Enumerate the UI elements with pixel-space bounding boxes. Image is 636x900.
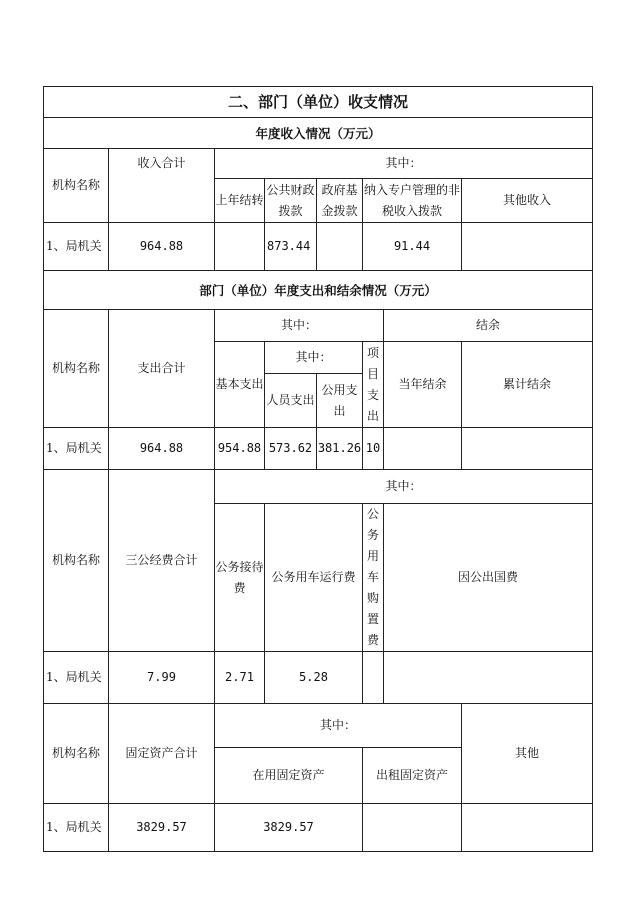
assets-row-in-use: 3829.57 <box>215 804 363 852</box>
assets-col-leased: 出租固定资产 <box>363 748 462 804</box>
expense-row-current <box>384 428 462 470</box>
three-public-col-vehicle-buy: 公务用车购置费 <box>363 504 384 652</box>
income-row-nontax: 91.44 <box>363 223 462 271</box>
assets-header-row-1 <box>44 704 593 748</box>
three-public-row-total: 7.99 <box>109 652 215 704</box>
income-col-total: 收入合计 <box>109 149 215 223</box>
expense-data-row <box>44 428 593 470</box>
assets-col-other: 其他 <box>462 704 593 804</box>
expense-header-row-1 <box>44 310 593 342</box>
income-row-org: 1、局机关 <box>44 223 109 271</box>
assets-col-of-which: 其中： <box>215 704 462 748</box>
assets-col-org: 机构名称 <box>44 704 109 804</box>
income-row-fiscal: 873.44 <box>265 223 317 271</box>
income-header-row-1 <box>44 149 593 179</box>
expense-row-total: 964.88 <box>109 428 215 470</box>
expense-row-public: 381.26 <box>317 428 363 470</box>
income-col-nontax: 纳入专户管理的非税收入拨款 <box>363 179 462 223</box>
expense-col-personnel: 人员支出 <box>265 374 317 428</box>
page-title: 二、部门（单位）收支情况 <box>44 87 593 118</box>
income-col-org: 机构名称 <box>44 149 109 223</box>
income-heading: 年度收入情况（万元） <box>44 118 593 149</box>
expense-heading: 部门（单位）年度支出和结余情况（万元） <box>44 271 593 310</box>
expense-col-balance: 结余 <box>384 310 593 342</box>
title-row <box>44 87 593 118</box>
three-public-row-vehicle-run: 5.28 <box>265 652 363 704</box>
report-page <box>43 86 592 852</box>
assets-row-other <box>462 804 593 852</box>
assets-col-in-use: 在用固定资产 <box>215 748 363 804</box>
three-public-col-of-which: 其中： <box>215 470 593 504</box>
income-col-fund: 政府基金拨款 <box>317 179 363 223</box>
income-expense-table <box>43 86 593 852</box>
expense-row-org: 1、局机关 <box>44 428 109 470</box>
income-data-row <box>44 223 593 271</box>
expense-row-cumulative <box>462 428 593 470</box>
expense-col-of-which2: 其中： <box>265 342 363 374</box>
three-public-row-org: 1、局机关 <box>44 652 109 704</box>
income-col-carryover: 上年结转 <box>215 179 265 223</box>
expense-col-of-which: 其中： <box>215 310 384 342</box>
expense-heading-row <box>44 271 593 310</box>
expense-row-personnel: 573.62 <box>265 428 317 470</box>
three-public-col-vehicle-run: 公务用车运行费 <box>265 504 363 652</box>
assets-col-total: 固定资产合计 <box>109 704 215 804</box>
three-public-col-reception: 公务接待费 <box>215 504 265 652</box>
income-col-of-which: 其中： <box>215 149 593 179</box>
three-public-row-reception: 2.71 <box>215 652 265 704</box>
three-public-col-abroad: 因公出国费 <box>384 504 593 652</box>
three-public-col-org: 机构名称 <box>44 470 109 652</box>
assets-row-leased <box>363 804 462 852</box>
expense-row-project: 10 <box>363 428 384 470</box>
three-public-header-row-1 <box>44 470 593 504</box>
three-public-row-vehicle-buy <box>363 652 384 704</box>
three-public-data-row <box>44 652 593 704</box>
income-col-other: 其他收入 <box>462 179 593 223</box>
expense-col-public: 公用支出 <box>317 374 363 428</box>
income-row-carryover <box>215 223 265 271</box>
expense-col-cumulative-balance: 累计结余 <box>462 342 593 428</box>
three-public-row-abroad <box>384 652 593 704</box>
expense-col-org: 机构名称 <box>44 310 109 428</box>
three-public-col-total: 三公经费合计 <box>109 470 215 652</box>
income-row-total: 964.88 <box>109 223 215 271</box>
expense-col-current-balance: 当年结余 <box>384 342 462 428</box>
expense-col-total: 支出合计 <box>109 310 215 428</box>
expense-col-basic: 基本支出 <box>215 342 265 428</box>
assets-row-total: 3829.57 <box>109 804 215 852</box>
income-heading-row <box>44 118 593 149</box>
assets-data-row <box>44 804 593 852</box>
assets-row-org: 1、局机关 <box>44 804 109 852</box>
income-col-fiscal: 公共财政拨款 <box>265 179 317 223</box>
income-row-fund <box>317 223 363 271</box>
expense-col-project: 项目支出 <box>363 342 384 428</box>
expense-row-basic: 954.88 <box>215 428 265 470</box>
income-row-other <box>462 223 593 271</box>
